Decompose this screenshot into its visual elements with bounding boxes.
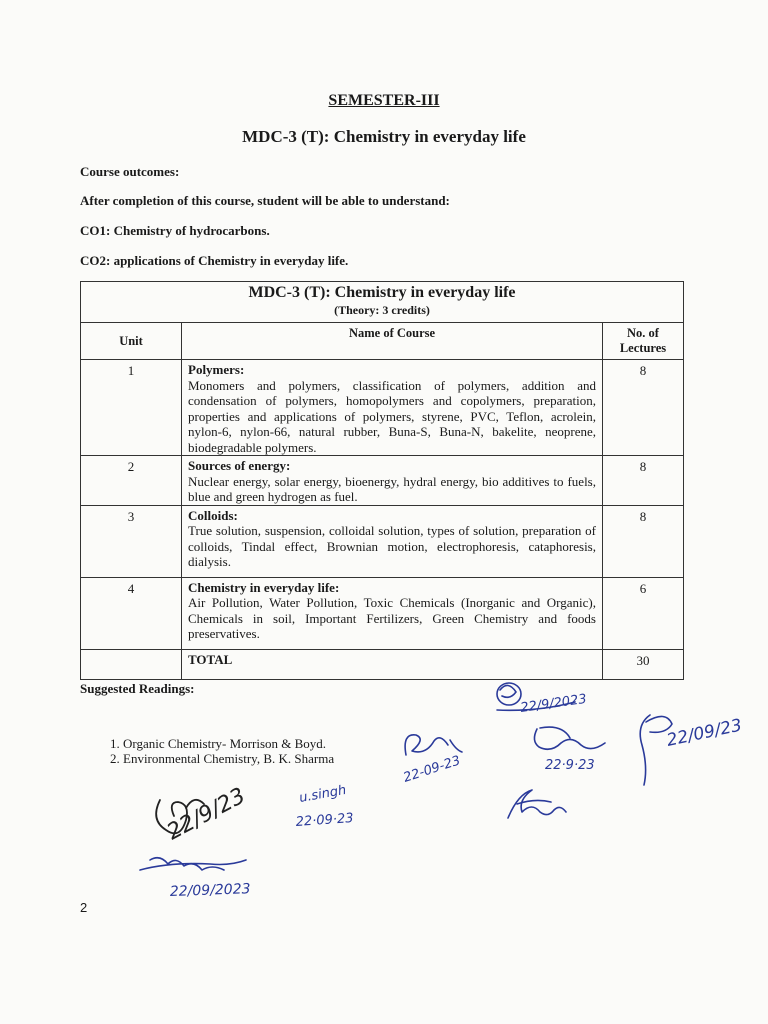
unit-description: Monomers and polymers, classification of polymers, addition and condensation of polymers, homopolymers and copolymers, preparation, properties and applications of polymers, styrene, PVC, Teflon, acrolein, nylon-6, nylon-66, natural rubber, Buna-S, Buna-N, bakelite, neoprene, biodegradable polymers. [188, 377, 596, 455]
signature-5 [508, 790, 566, 818]
header-unit: Unit [81, 323, 182, 360]
svg-text:u.singh: u.singh [298, 782, 348, 806]
course-outcomes-label: Course outcomes: [80, 164, 180, 179]
header-name-of-course: Name of Course [182, 323, 603, 360]
signature-6 [156, 783, 250, 845]
semester-heading: SEMESTER-III [328, 92, 440, 109]
unit-description: True solution, suspension, colloidal solution, types of solution, preparation of colloids, Tindal effect, Brownian motion, electrophoresis, cataphoresis, dialysis. [188, 523, 596, 569]
unit-topic: Colloids: [188, 507, 238, 523]
signature-1 [497, 683, 588, 716]
unit-description: Nuclear energy, solar energy, bioenergy, hydral energy, bio additives to fuels, blue and green hydrogen as fuel. [188, 473, 596, 504]
unit-number: 4 [81, 577, 182, 649]
svg-text:22/9/23: 22/9/23 [163, 783, 250, 846]
list-item: 1. Organic Chemistry- Morrison & Boyd. [123, 736, 334, 751]
lecture-count: 8 [603, 456, 684, 506]
svg-text:22·09·23: 22·09·23 [295, 810, 355, 830]
list-item: 2. Environmental Chemistry, B. K. Sharma [123, 751, 334, 766]
lecture-count: 8 [603, 505, 684, 577]
unit-description: Air Pollution, Water Pollution, Toxic Chemicals (Inorganic and Organic), Chemicals in soil, Important Fertilizers, Green Chemistry and foods preservatives. [188, 595, 596, 641]
lecture-count: 6 [603, 577, 684, 649]
unit-number: 3 [81, 505, 182, 577]
course-outcome-1: CO1: Chemistry of hydrocarbons. [80, 223, 270, 238]
signature-7 [295, 783, 354, 830]
table-subtitle: (Theory: 3 credits) [334, 303, 430, 317]
unit-number: 1 [81, 360, 182, 456]
unit-topic: Polymers: [188, 362, 245, 377]
unit-number: 2 [81, 456, 182, 506]
page-number: 2 [80, 900, 88, 915]
signature-3 [534, 727, 605, 773]
header-lectures: No. of Lectures [603, 323, 684, 360]
total-lectures: 30 [603, 649, 684, 679]
signature-4 [402, 735, 463, 786]
svg-text:22·9·23: 22·9·23 [545, 758, 595, 773]
svg-text:22/09/2023: 22/09/2023 [169, 881, 251, 900]
svg-text:22/9/2023: 22/9/2023 [519, 691, 588, 716]
lecture-count: 8 [603, 360, 684, 456]
unit-topic: Chemistry in everyday life: [188, 579, 340, 595]
svg-text:22/09/23: 22/09/23 [664, 715, 744, 751]
svg-text:22-09-23: 22-09-23 [401, 753, 463, 786]
suggested-readings-label: Suggested Readings: [80, 681, 195, 696]
course-title: MDC-3 (T): Chemistry in everyday life [242, 127, 526, 146]
total-label: TOTAL [182, 649, 603, 679]
table-title: MDC-3 (T): Chemistry in everyday life [248, 284, 516, 301]
unit-topic: Sources of energy: [188, 458, 291, 473]
course-outcome-2: CO2: applications of Chemistry in everyday life. [80, 253, 349, 268]
signature-8 [140, 858, 251, 900]
signature-2 [640, 715, 744, 785]
course-outcomes-intro: After completion of this course, student will be able to understand: [80, 193, 450, 208]
